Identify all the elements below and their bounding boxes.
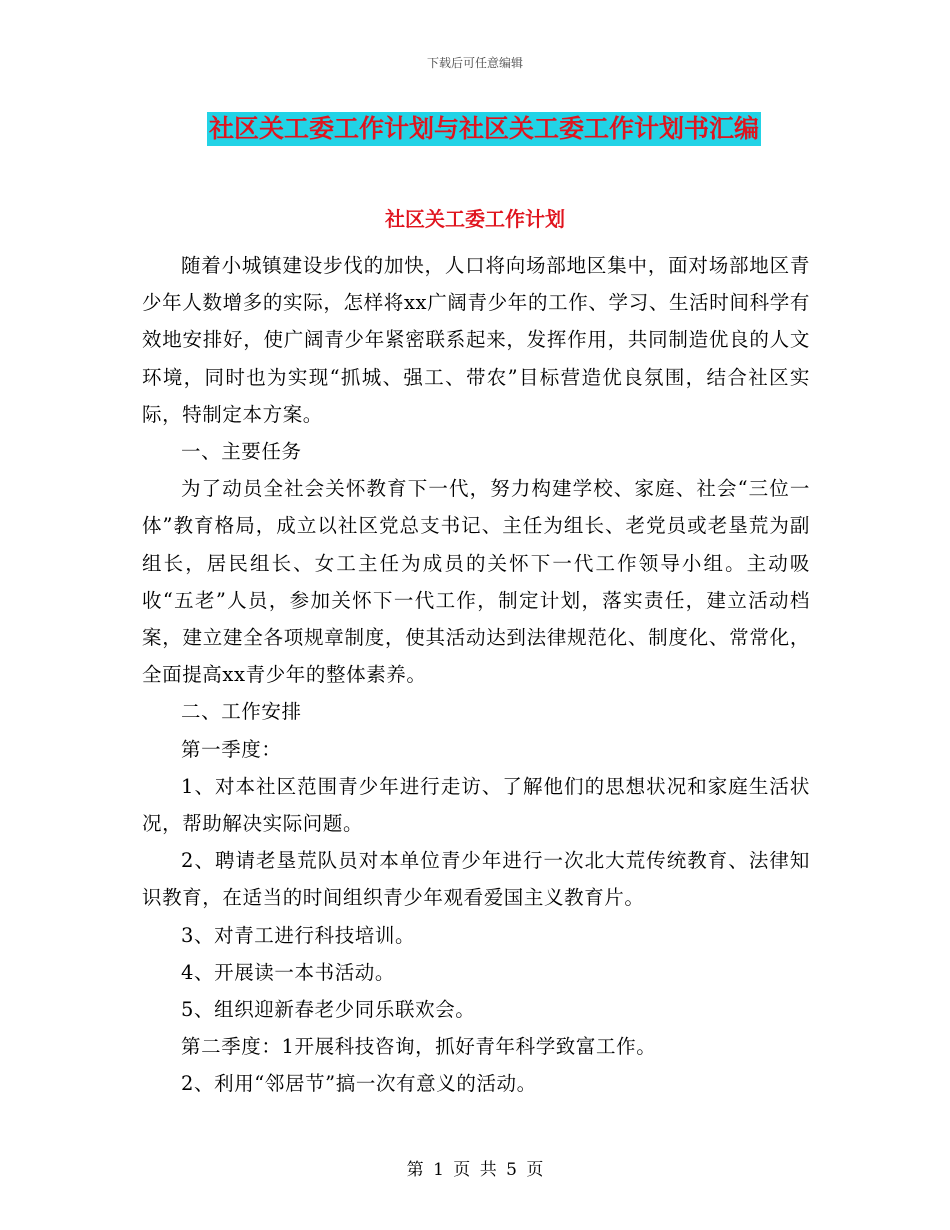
heading-work-arrangement: 二、工作安排 [181, 700, 302, 724]
list-item: 3、对青工进行科技培训。 [181, 923, 416, 947]
list-item: 2、利用“邻居节”搞一次有意义的活动。 [181, 1072, 537, 1096]
paragraph-intro: 随着小城镇建设步伐的加快，人口将向场部地区集中，面对场部地区青少年人数增多的实际，怎样将xx广阔青少年的工作、学习、生活时间科学有效地安排好，使广阔青少年紧密联系起来，发挥作用，共同制造优良的人文环境，同时也为实现“抓城、强工、带农”目标营造优良氛围，结合社区实际，特制定本方案。 [142, 254, 810, 426]
list-item: 1、对本社区范围青少年进行走访、了解他们的思想状况和家庭生活状况，帮助解决实际问题。 [142, 774, 810, 836]
document-body [142, 247, 810, 1103]
heading-first-quarter: 第一季度： [181, 737, 282, 761]
paragraph-second-quarter: 第二季度：1开展科技咨询，抓好青年科学致富工作。 [181, 1035, 657, 1059]
heading-main-tasks: 一、主要任务 [181, 440, 302, 464]
document-title: 社区关工委工作计划与社区关工委工作计划书汇编 [207, 112, 761, 146]
section-title: 社区关工委工作计划 [385, 207, 565, 231]
page-footer: 第 1 页 共 5 页 [406, 1160, 544, 1180]
list-item: 2、聘请老垦荒队员对本单位青少年进行一次北大荒传统教育、法律知识教育，在适当的时间组织青少年观看爱国主义教育片。 [142, 849, 810, 910]
page-header-note: 下载后可任意编辑 [426, 56, 523, 70]
list-item: 4、开展读一本书活动。 [181, 960, 396, 984]
paragraph-main-tasks: 为了动员全社会关怀教育下一代，努力构建学校、家庭、社会“三位一体”教育格局，成立以社区党总支书记、主任为组长、老党员或老垦荒为副组长，居民组长、女工主任为成员的关怀下一代工作领导小组。主动吸收“五老”人员，参加关怀下一代工作，制定计划，落实责任，建立活动档案，建立建全各项规章制度，使其活动达到法律规范化、制度化、常常化，全面提高xx青少年的整体素养。 [142, 477, 810, 687]
list-item: 5、组织迎新春老少同乐联欢会。 [181, 998, 476, 1022]
